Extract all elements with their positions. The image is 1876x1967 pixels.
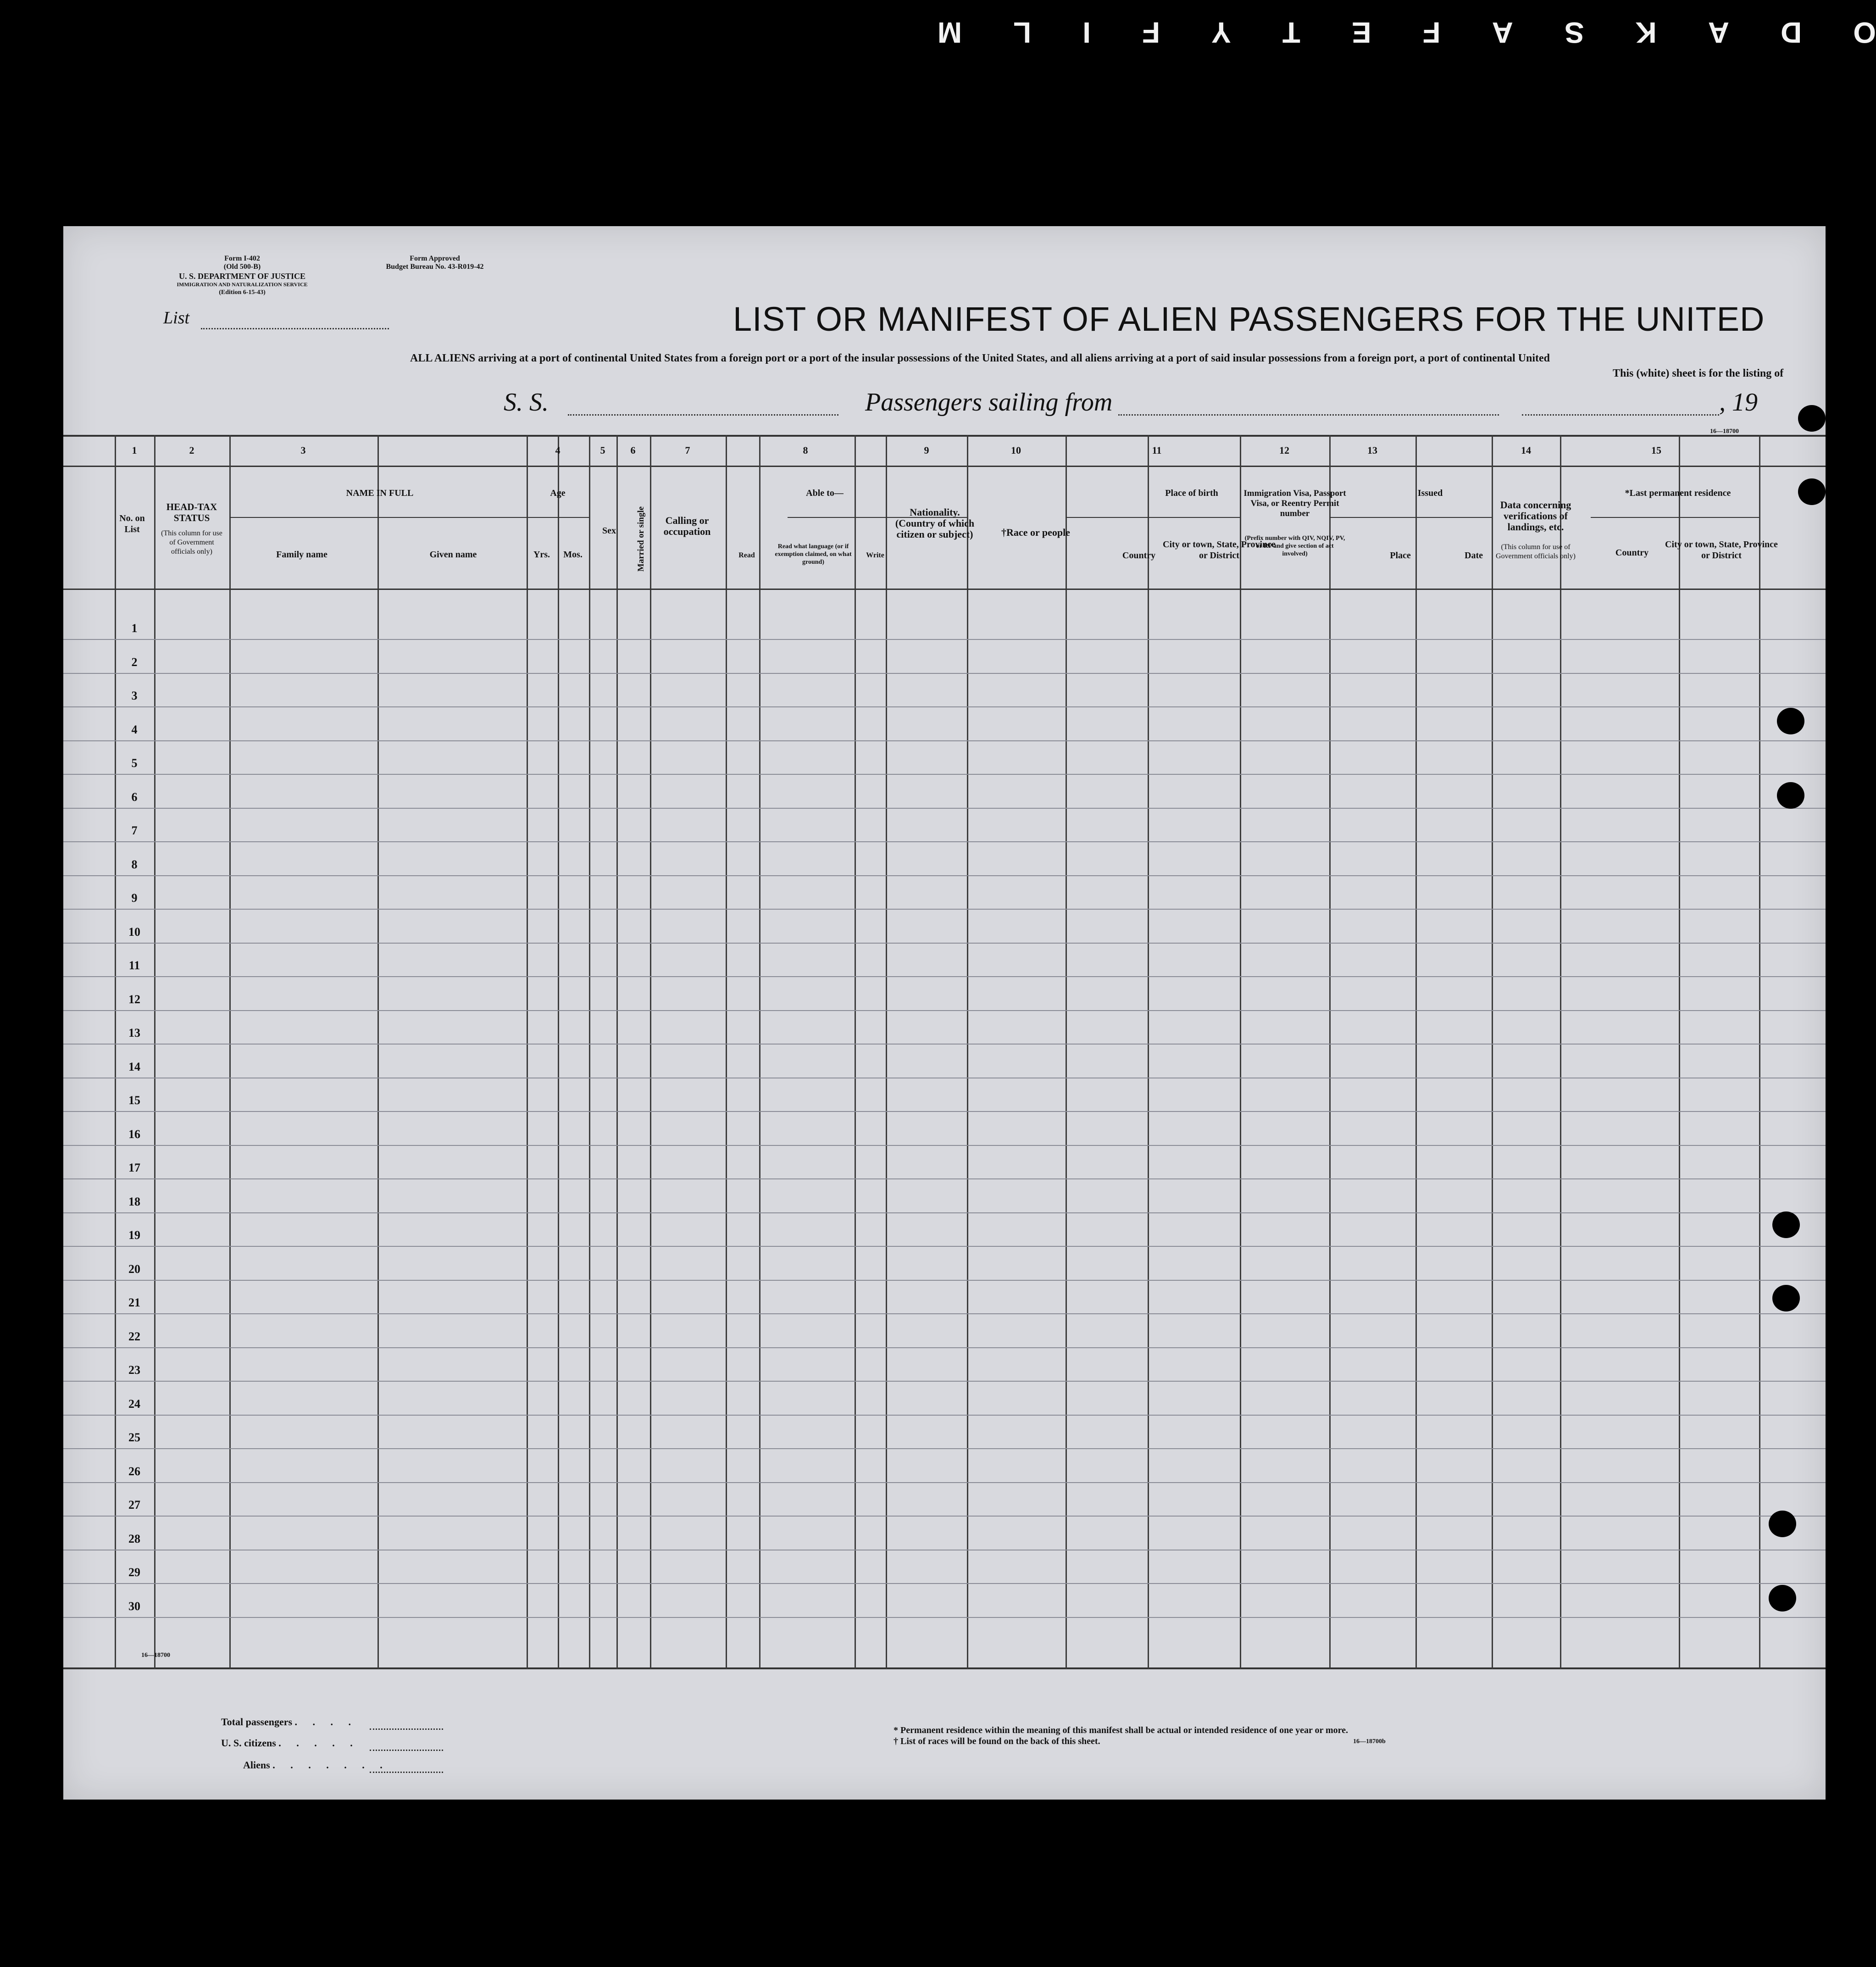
row-number: 30 <box>128 1599 140 1613</box>
film-edge-letter: D <box>1781 16 1802 49</box>
row-number: 14 <box>128 1060 140 1073</box>
budget-text: Budget Bureau No. 43-R019-42 <box>386 263 484 271</box>
header-family-name: Family name <box>276 550 327 560</box>
table-row[interactable] <box>63 706 1826 707</box>
row-number: 9 <box>131 891 138 905</box>
manifest-title: LIST OR MANIFEST OF ALIEN PASSENGERS FOR THE UNITED <box>733 300 1765 338</box>
date-field[interactable] <box>1522 414 1719 416</box>
aliens-field[interactable] <box>370 1772 443 1773</box>
header-read: Read <box>738 551 755 559</box>
punch-hole <box>1777 708 1804 734</box>
table-row[interactable] <box>63 740 1826 741</box>
punch-hole <box>1772 1211 1800 1238</box>
subtitle-line-2: This (white) sheet is for the listing of <box>1613 367 1784 379</box>
row-number: 4 <box>131 722 138 736</box>
table-row[interactable] <box>63 774 1826 775</box>
punch-hole <box>1798 405 1826 432</box>
row-number: 26 <box>128 1464 140 1478</box>
table-row[interactable] <box>63 943 1826 944</box>
film-edge-letter: E <box>1351 16 1371 49</box>
ship-name-field[interactable] <box>568 414 838 416</box>
column-number: 11 <box>1152 445 1162 456</box>
column-divider <box>558 435 559 1669</box>
table-row[interactable] <box>63 1178 1826 1179</box>
subheader-rule <box>1591 517 1759 518</box>
year-label: , 19 <box>1719 388 1758 417</box>
table-row[interactable] <box>63 673 1826 674</box>
row-number: 10 <box>128 925 140 939</box>
punch-hole <box>1772 1285 1800 1311</box>
column-number: 12 <box>1279 445 1289 456</box>
header-res-country: Country <box>1615 548 1649 558</box>
column-divider <box>1329 435 1331 1669</box>
column-number: 14 <box>1521 445 1531 456</box>
film-edge-letter: F <box>1142 16 1160 49</box>
row-number: 15 <box>128 1094 140 1107</box>
header-mos: Mos. <box>563 550 583 560</box>
header-write: Write <box>866 551 884 559</box>
column-number: 5 <box>600 445 605 456</box>
header-given-name: Given name <box>429 550 477 560</box>
table-row[interactable] <box>63 875 1826 876</box>
manifest-sheet <box>63 226 1826 1800</box>
footer-code: 16—18700b <box>1353 1738 1386 1745</box>
table-row[interactable] <box>63 1482 1826 1483</box>
row-number: 29 <box>128 1566 140 1579</box>
column-number: 1 <box>132 445 137 456</box>
row-number: 3 <box>131 689 138 702</box>
header-issued: Issued <box>1417 488 1443 498</box>
film-edge-letter: Y <box>1211 16 1231 49</box>
film-edge-letter: I <box>1082 16 1091 49</box>
header-res-city: City or town, State, Province or District <box>1665 539 1778 561</box>
row-number: 6 <box>131 790 138 804</box>
row-number: 27 <box>128 1498 140 1511</box>
column-number: 10 <box>1011 445 1021 456</box>
header-issued-date: Date <box>1465 550 1483 561</box>
film-edge-text <box>716 8 1876 50</box>
column-divider <box>527 435 528 1669</box>
footnote-residence: * Permanent residence within the meaning of this manifest shall be actual or intended residence of one year or more. <box>894 1725 1349 1735</box>
table-row[interactable] <box>63 1246 1826 1247</box>
row-number: 25 <box>128 1431 140 1444</box>
subheader-rule <box>527 517 589 518</box>
footnote-races: † List of races will be found on the back of this sheet. <box>894 1736 1100 1746</box>
table-row[interactable] <box>63 1516 1826 1517</box>
row-number: 5 <box>131 756 138 770</box>
film-edge-letter: O <box>1853 16 1876 49</box>
table-row[interactable] <box>63 1617 1826 1618</box>
column-divider <box>1679 435 1680 1669</box>
table-row[interactable] <box>63 1280 1826 1281</box>
footer-total: Total passengers . . . . <box>221 1716 358 1728</box>
header-bottom-rule <box>63 589 1826 590</box>
form-no: Form I-402 <box>224 255 260 262</box>
header-issued-place: Place <box>1390 550 1411 561</box>
row-number: 19 <box>128 1228 140 1242</box>
table-row[interactable] <box>63 1145 1826 1146</box>
column-divider <box>886 435 887 1669</box>
column-divider <box>967 435 968 1669</box>
total-label: Total passengers <box>221 1716 293 1728</box>
header-head-tax-note: (This column for use of Government officials only) <box>161 529 222 556</box>
header-visa: Immigration Visa, Passport Visa, or Reentry Permit number <box>1243 489 1346 518</box>
subtitle-line-1: ALL ALIENS arriving at a port of continental United States from a foreign port or a port of the insular possessions of the United States, and all aliens arriving at a port of said insular possessions from a foreign port, a port of continental United <box>410 352 1550 364</box>
punch-hole <box>1777 782 1804 809</box>
header-birth-country: Country <box>1122 550 1156 561</box>
department <box>150 272 334 297</box>
row-number: 2 <box>131 655 138 669</box>
film-edge-letter: A <box>1492 16 1513 49</box>
total-field[interactable] <box>370 1728 443 1730</box>
column-divider <box>726 435 727 1669</box>
column-number: 6 <box>630 445 636 456</box>
header-data-concerning: Data concerning verifications of landings, etc. <box>1500 499 1571 533</box>
film-edge-letter: T <box>1282 16 1300 49</box>
film-edge-letter: A <box>1708 16 1729 49</box>
table-row[interactable] <box>63 1381 1826 1382</box>
table-row[interactable] <box>63 1044 1826 1045</box>
table-row[interactable] <box>63 808 1826 809</box>
header-nationality: Nationality. (Country of which citizen or subject) <box>895 506 975 540</box>
column-divider <box>1066 435 1067 1669</box>
table-row[interactable] <box>63 841 1826 842</box>
header-visa-note: (Prefix number with QIV, NQIV, PV, or RP and give section of act involved) <box>1244 535 1345 557</box>
table-row[interactable] <box>63 1415 1826 1416</box>
column-number: 4 <box>555 445 561 456</box>
row-number: 7 <box>131 824 138 837</box>
column-divider <box>589 435 590 1669</box>
column-number: 3 <box>300 445 306 456</box>
approval <box>357 255 513 271</box>
film-edge-letter: F <box>1422 16 1441 49</box>
old-no: (Old 500-B) <box>223 263 261 271</box>
header-place-of-birth: Place of birth <box>1165 488 1218 498</box>
table-row[interactable] <box>63 1212 1826 1213</box>
header-name-in-full: NAME IN FULL <box>346 488 414 498</box>
column-divider <box>154 435 155 1669</box>
header-sex: Sex <box>602 526 616 536</box>
service-name: IMMIGRATION AND NATURALIZATION SERVICE <box>177 281 308 288</box>
header-age: Age <box>550 488 566 498</box>
column-divider <box>759 435 760 1669</box>
port-field[interactable] <box>1118 414 1499 416</box>
table-row[interactable] <box>63 1313 1826 1314</box>
row-number: 13 <box>128 1026 140 1039</box>
column-divider <box>616 435 618 1669</box>
row-number: 22 <box>128 1329 140 1343</box>
table-row[interactable] <box>63 1583 1826 1584</box>
footer-aliens: Aliens . . . . . . . <box>243 1759 389 1771</box>
header-read-language: Read what language (or if exemption claimed, on what ground) <box>775 543 852 566</box>
row-number: 28 <box>128 1532 140 1545</box>
film-edge-letter: L <box>1013 16 1032 49</box>
header-race: †Race or people <box>1001 527 1070 538</box>
row-number: 11 <box>128 959 140 972</box>
column-number: 2 <box>189 445 194 456</box>
film-edge-letter: M <box>937 16 962 49</box>
column-divider <box>229 435 231 1669</box>
table-row[interactable] <box>63 909 1826 910</box>
header-head-tax: HEAD-TAX STATUS <box>166 501 217 523</box>
row-number: 20 <box>128 1262 140 1276</box>
column-divider <box>377 435 379 1669</box>
table-row[interactable] <box>63 639 1826 640</box>
header-married: Married or single <box>636 506 646 572</box>
subheader-rule <box>229 517 527 518</box>
header-data-note: (This column for use of Government officials only) <box>1496 543 1576 560</box>
subheader-rule <box>1066 517 1240 518</box>
column-divider <box>1560 435 1561 1669</box>
dept-name: U. S. DEPARTMENT OF JUSTICE <box>178 272 306 281</box>
form-number <box>192 255 293 271</box>
column-number: 13 <box>1367 445 1377 456</box>
header-calling: Calling or occupation <box>663 515 711 537</box>
header-able-to: Able to— <box>806 488 844 498</box>
table-row[interactable] <box>63 1448 1826 1449</box>
edition: (Edition 6-15-43) <box>219 289 266 296</box>
table-row[interactable] <box>63 1010 1826 1011</box>
row-number: 21 <box>128 1296 140 1309</box>
column-divider <box>1759 435 1760 1669</box>
row-number: 17 <box>128 1161 140 1174</box>
row-number: 24 <box>128 1397 140 1411</box>
row-number: 23 <box>128 1363 140 1377</box>
column-divider <box>1492 435 1493 1669</box>
footer-citizens: U. S. citizens . . . . . <box>221 1737 359 1749</box>
row-number: 1 <box>131 622 138 635</box>
subheader-rule <box>1329 517 1492 518</box>
print-code-bottom: 16—18700 <box>141 1652 170 1659</box>
column-divider <box>1415 435 1417 1669</box>
table-row[interactable] <box>63 1347 1826 1348</box>
row-number: 18 <box>128 1195 140 1208</box>
column-divider <box>1148 435 1149 1669</box>
header-birth-city: City or town, State, Province or District <box>1163 539 1276 561</box>
table-row[interactable] <box>63 1111 1826 1112</box>
approved-text: Form Approved <box>410 255 460 262</box>
list-label: List <box>163 308 190 328</box>
row-number: 8 <box>131 857 138 871</box>
column-divider <box>650 435 651 1669</box>
column-number: 15 <box>1651 445 1661 456</box>
row-number: 12 <box>128 992 140 1006</box>
column-divider <box>1240 435 1241 1669</box>
list-field[interactable] <box>201 328 389 329</box>
header-last-residence: *Last permanent residence <box>1625 488 1731 498</box>
sailing-from-label: Passengers sailing from <box>865 388 1113 417</box>
punch-hole <box>1769 1585 1796 1611</box>
ss-label: S. S. <box>504 388 549 417</box>
film-edge-letter: K <box>1635 16 1657 49</box>
row-number: 16 <box>128 1127 140 1141</box>
print-code-top: 16—18700 <box>1710 428 1739 435</box>
table-row[interactable] <box>63 976 1826 977</box>
column-number: 9 <box>924 445 929 456</box>
citizens-label: U. S. citizens <box>221 1737 276 1749</box>
column-number: 7 <box>685 445 690 456</box>
header-yrs: Yrs. <box>533 550 550 560</box>
column-divider <box>115 435 116 1669</box>
column-divider <box>855 435 856 1669</box>
header-no-on-list: No. on List <box>119 513 145 534</box>
punch-hole <box>1798 478 1826 505</box>
aliens-label: Aliens <box>243 1759 270 1771</box>
column-number: 8 <box>803 445 808 456</box>
film-edge-letter: S <box>1564 16 1584 49</box>
citizens-field[interactable] <box>370 1750 443 1751</box>
punch-hole <box>1769 1511 1796 1537</box>
